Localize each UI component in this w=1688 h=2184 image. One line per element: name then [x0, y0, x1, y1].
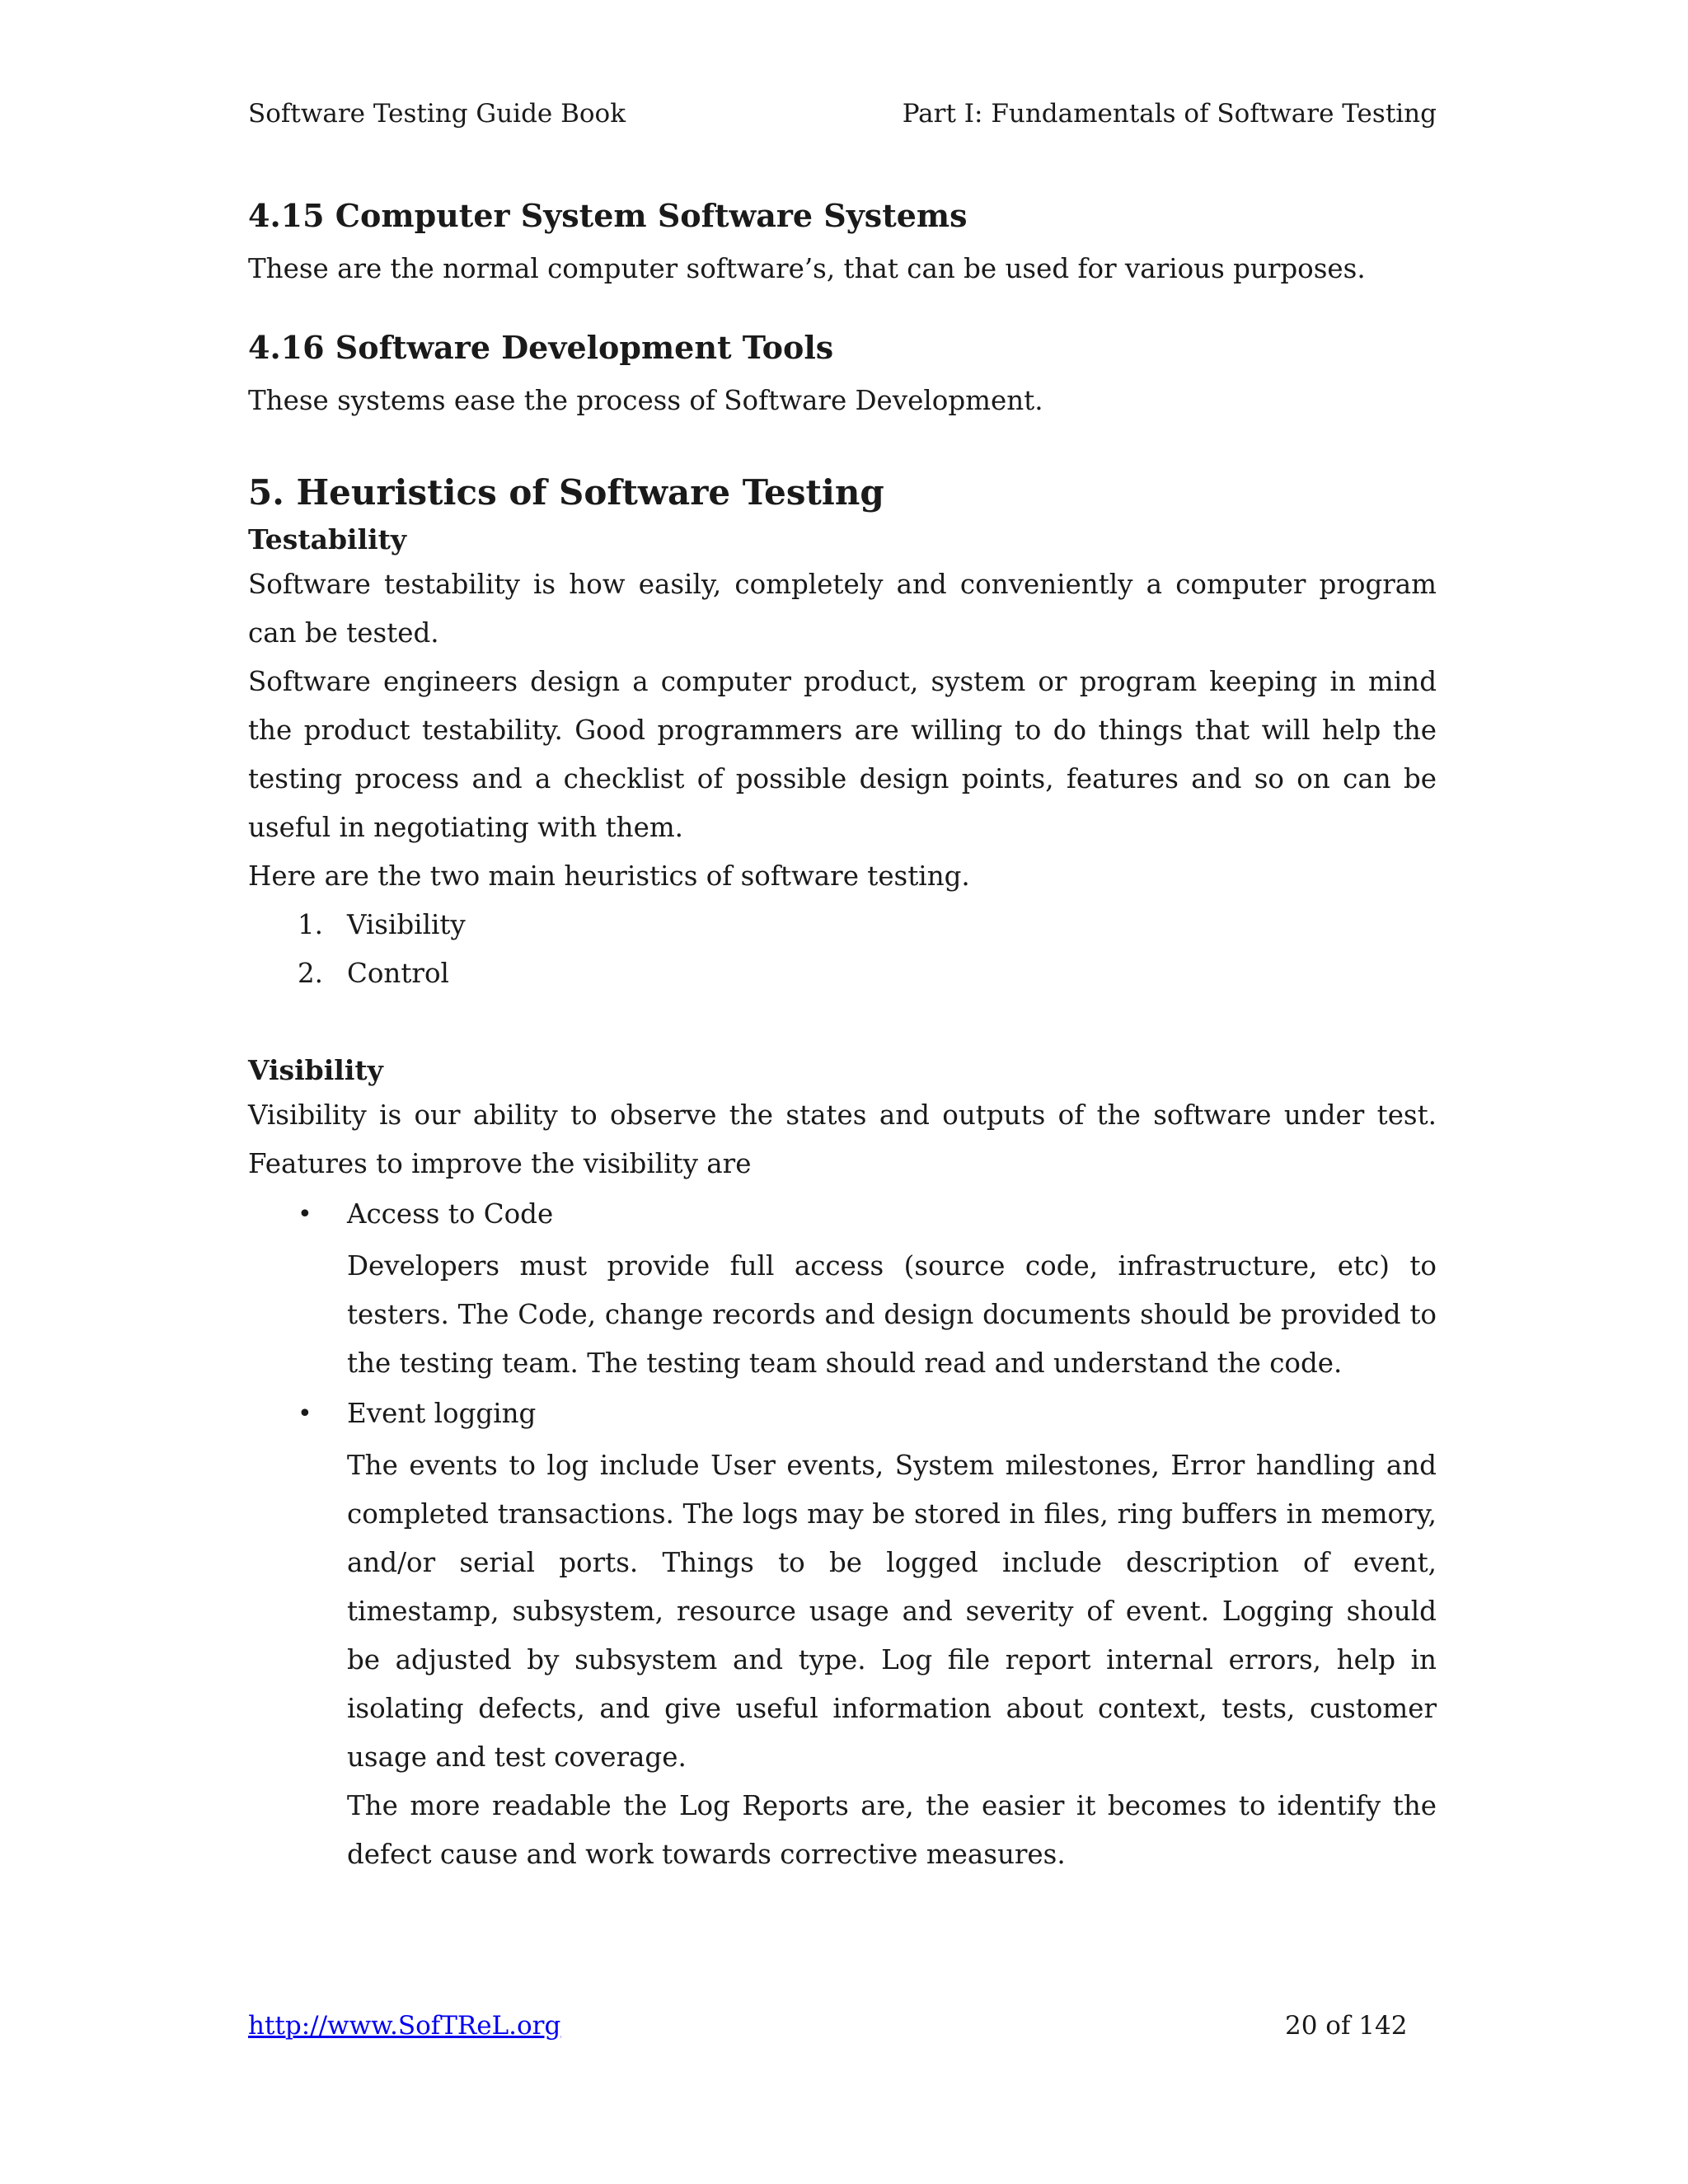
event-logging-paragraph-2: The more readable the Log Reports are, the easier it becomes to identify the defect cause and work towards corrective measures. — [347, 1790, 1437, 1870]
testability-paragraph-1: Software testability is how easily, completely and conveniently a computer program can be tested. — [248, 569, 1437, 649]
list-item — [298, 901, 1437, 949]
visibility-heading: Visibility — [248, 1054, 383, 1086]
bullet-item-body — [248, 1242, 1437, 1388]
testability-paragraph-2: Software engineers design a computer product, system or program keeping in mind the product testability. Good programmers are willing to do things that will help the testing process and a checklist of possible design points, features and so on can be useful in negotiating with them. — [248, 666, 1437, 843]
list-item — [298, 949, 1437, 998]
page-header — [248, 96, 1437, 132]
visibility-paragraph: Visibility is our ability to observe the states and outputs of the software under test. Features to improve the visibility are — [248, 1099, 1437, 1179]
header-part-title: Part I: Fundamentals of Software Testing — [902, 99, 1437, 129]
heuristics-list — [248, 901, 1437, 998]
list-item-number: 1. — [298, 909, 324, 940]
bullet-icon: • — [298, 1200, 312, 1229]
page-number: 20 of 142 — [1285, 2011, 1408, 2041]
access-to-code-paragraph: Developers must provide full access (source code, infrastructure, etc) to testers. The Code, change records and design documents should be provided to the testing team. The testing team should read and understand the code. — [347, 1250, 1437, 1379]
bullet-icon: • — [298, 1399, 312, 1428]
bullet-item-body — [248, 1441, 1437, 1879]
list-item-text: Visibility — [347, 909, 466, 940]
footer-website-link[interactable]: http://www.SofTReL.org — [248, 2011, 561, 2041]
section-4-16-heading: 4.16 Software Development Tools — [248, 329, 834, 366]
bullet-item-event-logging — [248, 1390, 1437, 1438]
testability-paragraph-3: Here are the two main heuristics of software testing. — [248, 860, 970, 892]
event-logging-paragraph-1: The events to log include User events, System milestones, Error handling and completed transactions. The logs may be stored in files, ring buffers in memory, and/or serial ports. Things to be logged include description of event, timestamp, subsystem, resource usage and severity of event. Logging should be adjusted by subsystem and type. Log file report internal errors, help in isolating defects, and give useful information about context, tests, customer usage and test coverage. — [347, 1450, 1437, 1773]
page-body — [248, 190, 1437, 1879]
page-footer — [248, 2008, 1408, 2044]
list-item-number: 2. — [298, 958, 324, 989]
section-5-heading: 5. Heuristics of Software Testing — [248, 472, 884, 513]
bullet-item-access-to-code — [248, 1190, 1437, 1239]
header-book-title: Software Testing Guide Book — [248, 99, 626, 129]
visibility-features-list — [248, 1190, 1437, 1879]
section-4-15-heading: 4.15 Computer System Software Systems — [248, 197, 968, 234]
section-4-16-text: These systems ease the process of Software Development. — [248, 385, 1043, 416]
bullet-item-title: Access to Code — [347, 1198, 554, 1230]
testability-heading: Testability — [248, 523, 407, 555]
section-4-15-text: These are the normal computer software’s, that can be used for various purposes. — [248, 253, 1366, 284]
bullet-item-title: Event logging — [347, 1398, 537, 1429]
list-item-text: Control — [347, 958, 449, 989]
